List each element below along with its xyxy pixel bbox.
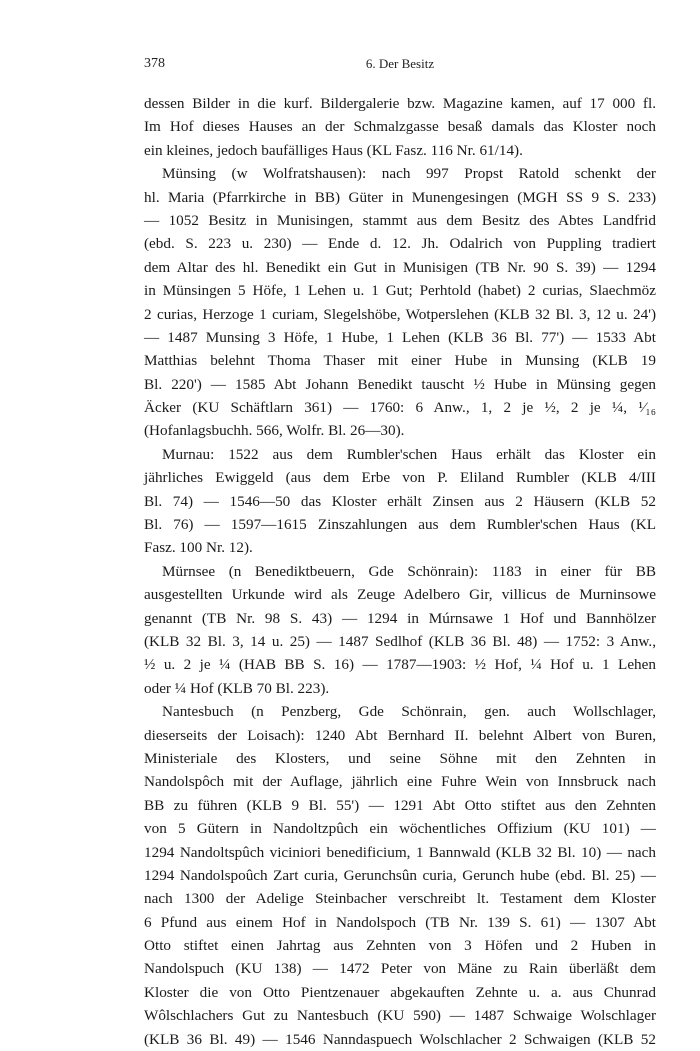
- text-line: (Hofanlagsbuchh. 566, Wolfr. Bl. 26—30).: [144, 422, 405, 440]
- text-line: 6 Pfund aus einem Hof in Nandolspoch (TB Nr. 139 S. 61) — 1307 Abt: [144, 913, 656, 931]
- text-line: Wôlschlachers Gut zu Nantesbuch (KU 590) — 1487 Schwaige Wolschlager: [144, 1007, 656, 1025]
- text-line: dessen Bilder in die kurf. Bildergalerie bzw. Magazine kamen, auf 17 000 fl.: [144, 95, 656, 112]
- text-line: Ministeriale des Klosters, und seine Söhne mit den Zehnten in: [144, 749, 656, 767]
- text-line: 1294 Nandoltspûch viciniori benedificium, 1 Bannwald (KLB 32 Bl. 10) — nach: [144, 843, 656, 861]
- text-line: Äcker (KU Schäftlarn 361) — 1760: 6 Anw., 1, 2 je ½, 2 je ¼, ¹⁄₁₆: [144, 399, 656, 417]
- text-line: dieserseits der Loisach): 1240 Abt Bernhard II. belehnt Albert von Buren,: [144, 726, 656, 744]
- text-line: Matthias belehnt Thoma Thaser mit einer Hube in Munsing (KLB 19: [144, 352, 656, 370]
- text-line: genannt (TB Nr. 98 S. 43) — 1294 in Múrnsawe 1 Hof und Bannhölzer: [144, 609, 656, 627]
- text-line: Bl. 220') — 1585 Abt Johann Benedikt tauscht ½ Hube in Münsing gegen: [144, 375, 656, 393]
- text-line: Im Hof dieses Hauses an der Schmalzgasse besaß damals das Kloster noch: [144, 118, 656, 136]
- text-line: (KLB 32 Bl. 3, 14 u. 25) — 1487 Sedlhof (KLB 36 Bl. 48) — 1752: 3 Anw.,: [144, 632, 656, 650]
- entry-muernsee: Mürnsee (n Benediktbeuern, Gde Schönrain): 1183 in einer für BB: [162, 562, 656, 580]
- text-line: BB zu führen (KLB 9 Bl. 55') — 1291 Abt Otto stiftet aus den Zehnten: [144, 796, 656, 814]
- text-line: Bl. 74) — 1546—50 das Kloster erhält Zinsen aus 2 Häusern (KLB 52: [144, 492, 656, 510]
- text-line: (KLB 36 Bl. 49) — 1546 Nanndaspuech Wolschlacher 2 Schwaigen (KLB 52: [144, 1030, 656, 1048]
- text-line: Otto stiftet einen Jahrtag aus Zehnten von 3 Höfen und 2 Huben in: [144, 937, 656, 955]
- text-line: 2 curias, Herzoge 1 curiam, Slegelshöbe, Wotperslehen (KLB 32 Bl. 3, 12 u. 24'): [144, 305, 656, 323]
- text-line: Kloster die von Otto Pientzenauer abgekauften Zehnte u. a. aus Chunrad: [144, 983, 656, 1001]
- page-number: 378: [144, 56, 165, 71]
- page-header: [144, 56, 656, 76]
- entry-murnau: Murnau: 1522 aus dem Rumbler'schen Haus erhält das Kloster ein: [162, 445, 656, 463]
- entry-nantesbuch: Nantesbuch (n Penzberg, Gde Schönrain, gen. auch Wollschlager,: [162, 703, 656, 721]
- body-text: [144, 92, 656, 1051]
- text-line: jährliches Ewiggeld (aus dem Erbe von P. Eliland Rumbler (KLB 4/III: [144, 469, 656, 487]
- text-line: — 1487 Munsing 3 Höfe, 1 Hube, 1 Lehen (KLB 36 Bl. 77') — 1533 Abt: [144, 328, 656, 346]
- text-line: — 1052 Besitz in Munisingen, stammt aus dem Besitz des Abtes Landfrid: [144, 211, 656, 229]
- running-head: 6. Der Besitz: [365, 56, 435, 71]
- text-line: von 5 Gütern in Nandoltzpûch ein wöchentliches Offizium (KU 101) —: [144, 820, 656, 838]
- text-line: ausgestellten Urkunde wird als Zeuge Adelbero Gir, villicus de Murninsowe: [144, 586, 656, 604]
- text-line: Nandolspuch (KU 138) — 1472 Peter von Mäne zu Rain überläßt dem: [144, 960, 656, 978]
- text-line: ein kleines, jedoch baufälliges Haus (KL Fasz. 116 Nr. 61/14).: [144, 141, 523, 159]
- text-line: (ebd. S. 223 u. 230) — Ende d. 12. Jh. Odalrich von Puppling tradiert: [144, 235, 656, 253]
- text-line: Bl. 76) — 1597—1615 Zinszahlungen aus dem Rumbler'schen Haus (KL: [144, 516, 656, 534]
- entry-muensing: Münsing (w Wolfratshausen): nach 997 Propst Ratold schenkt der: [162, 165, 656, 183]
- text-line: dem Altar des hl. Benedikt ein Gut in Munisigen (TB Nr. 90 S. 39) — 1294: [144, 258, 656, 276]
- text-line: 1294 Nandolspoûch Zart curia, Gerunchsûn curia, Gerunch hube (ebd. Bl. 25) —: [144, 866, 656, 884]
- text-line: Fasz. 100 Nr. 12).: [144, 539, 253, 557]
- text-line: oder ¼ Hof (KLB 70 Bl. 223).: [144, 679, 330, 697]
- text-line: in Münsingen 5 Höfe, 1 Lehen u. 1 Gut; Perhtold (habet) 2 curias, Slaechmöz: [144, 282, 656, 300]
- text-line: Nandolspôch mit der Auflage, jährlich eine Fuhre Wein von Innsbruck nach: [144, 773, 656, 791]
- text-line: hl. Maria (Pfarrkirche in BB) Güter in Munengesingen (MGH SS 9 S. 233): [144, 188, 656, 206]
- text-line: ½ u. 2 je ¼ (HAB BB S. 16) — 1787—1903: ½ Hof, ¼ Hof u. 1 Lehen: [144, 656, 656, 674]
- text-line: nach 1300 der Adelige Steinbacher verschreibt lt. Testament dem Kloster: [144, 890, 656, 908]
